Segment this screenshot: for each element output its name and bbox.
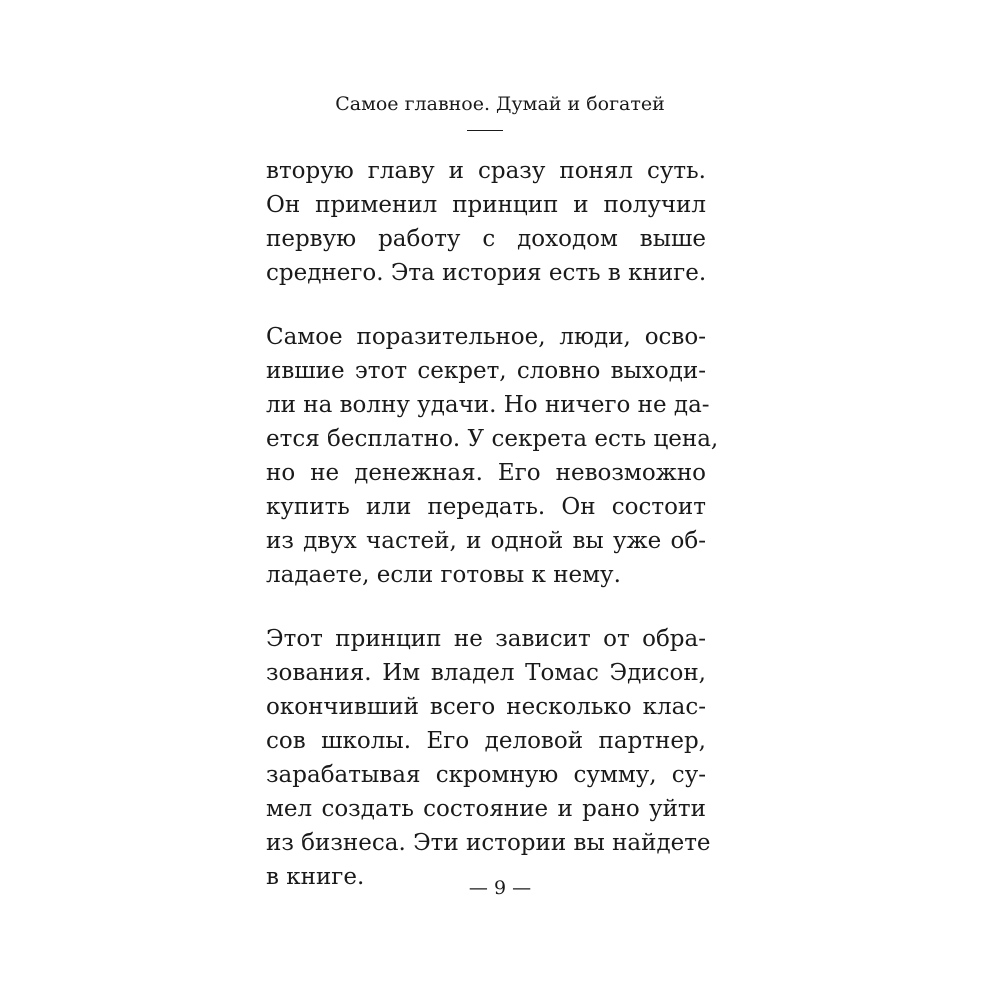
text-line: первую работу с доходом выше [266, 226, 706, 252]
text-line: из бизнеса. Эти истории вы найдете [266, 830, 711, 856]
text-line: ладаете, если готовы к нему. [266, 562, 621, 588]
text-line: из двух частей, и одной вы уже об- [266, 528, 706, 554]
text-line: купить или передать. Он состоит [266, 494, 706, 520]
text-line: в книге. [266, 864, 365, 890]
running-head: Самое главное. Думай и богатей [335, 93, 665, 115]
text-line: окончивший всего несколько клас- [266, 694, 706, 720]
text-line: Самое поразительное, люди, осво- [266, 324, 706, 350]
text-line: мел создать состояние и рано уйти [266, 796, 706, 822]
text-line: среднего. Эта история есть в книге. [266, 260, 707, 286]
paragraph-1 [266, 154, 706, 290]
text-line: ившие этот секрет, словно выходи- [266, 358, 706, 384]
text-line: вторую главу и сразу понял суть. [266, 158, 706, 184]
text-line: зарабатывая скромную сумму, су- [266, 762, 706, 788]
text-line: но не денежная. Его невозможно [266, 460, 706, 486]
page-number: — 9 — [468, 877, 532, 899]
paragraph-2 [266, 320, 719, 592]
text-line: ли на волну удачи. Но ничего не да- [266, 392, 710, 418]
running-head-rule [467, 130, 503, 131]
text-line: Этот принцип не зависит от обра- [266, 626, 706, 652]
body-text [266, 154, 719, 894]
text-line: сов школы. Его деловой партнер, [266, 728, 706, 754]
paragraph-3 [266, 622, 711, 894]
text-line: ется бесплатно. У секрета есть цена, [266, 426, 719, 452]
text-line: зования. Им владел Томас Эдисон, [266, 660, 706, 686]
text-line: Он применил принцип и получил [266, 192, 706, 218]
